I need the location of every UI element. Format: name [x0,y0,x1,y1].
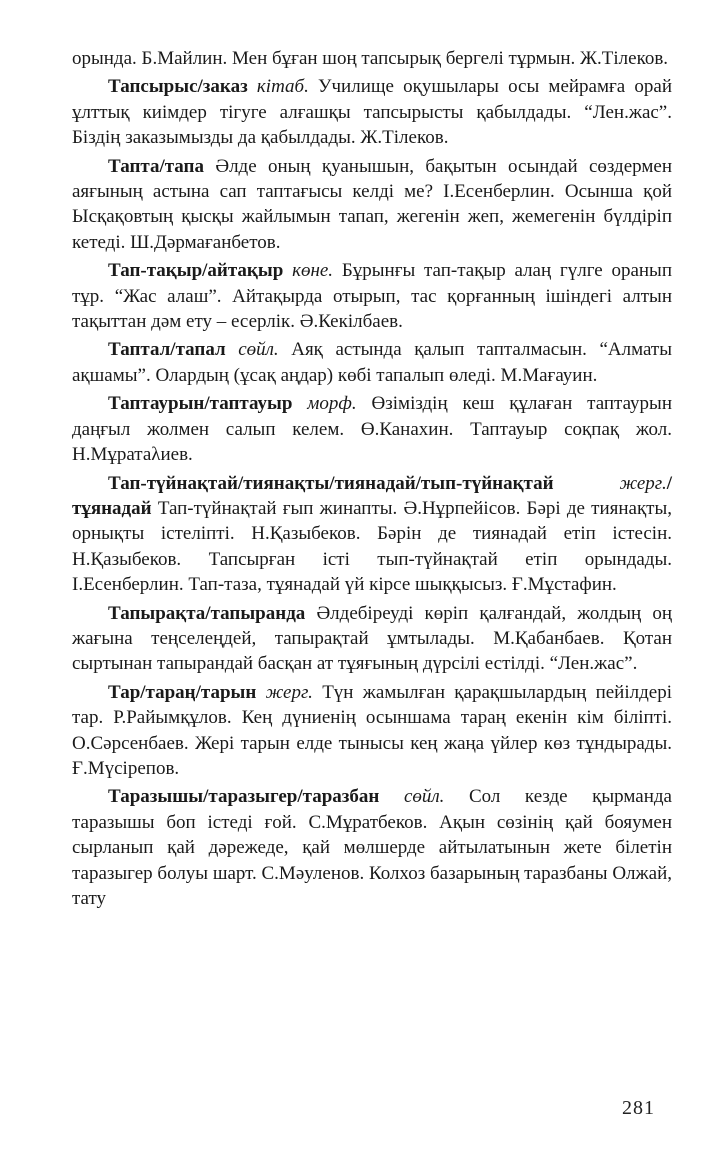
page-number: 281 [622,1097,655,1119]
entry-body: Түн жамылған қарақшылардың пейілдері тар. Р.Райымқұлов. Кең дүниенің осыншама тараң екенін кім біліпті. О.Сәрсенбаев. Жері тарын елде тынысы кең жаңа үйлер көз тұндырады. Ғ.Мүсірепов. [72,681,672,779]
entry-body: Әлде оның қуанышын, бақытын осындай сөздермен аяғының астына сап таптағысы келді ме? І.Есенберлин. Осынша қой Ысқақовтың қысқы жайлымын тапап, жегенін жеп, жемегенін бүлдіріп кетеді. Ш.Дәрмағанбетов. [72,155,672,253]
entry-headword: Тап-тақыр/айтақыр [108,260,284,282]
entry-body: Өзіміздің кеш құлаған таптаурын даңғыл жолмен салып келем. Ө.Канахин. Таптауыр соқпақ жол. Н.Мұратаλиев. [72,393,672,466]
entry-paragraph [72,471,672,598]
entry-headword: Тапта/тапа [108,155,205,177]
entry-paragraph [72,258,672,334]
entry-body: Сол кезде қырманда таразышы боп істеді ғой. С.Мұратбеков. Ақын сөзінің қай бояумен сырланып қай дәрежеде, қай мөлшерде айтылатынын жете білетін таразыгер болуы шарт. С.Мәуленов. Колхоз базарының таразбаны Олжай, тату [72,786,672,909]
entry-headword: Таразышы/таразыгер/таразбан [108,786,380,808]
entry-headword: Тар/тараң/тарын [108,681,257,703]
entry-usage-mark: көне. [292,260,334,282]
entry-paragraph [72,784,672,911]
entry-paragraph [72,74,672,150]
entry-body: Бұрынғы тап-тақыр алаң гүлге оранып тұр. “Жас алаш”. Айтақырда отырып, тас қорғанның ішіндегі алтын тақыттан дәм ету – есерлік. Ә.Кекілбаев. [72,260,672,333]
entry-headword: Тап-түйнақтай/тиянақты/тиянадай/тып-түйнақтай [108,472,554,494]
entry-body: Училище оқушылары осы мейрамға орай ұлттық киімдер тігуге алғашқы тапсырысты қабылдады. “Лен.жас”. Біздің заказымызды да қабылдады. Ж.Тілеков. [72,76,673,149]
dictionary-text [72,46,672,911]
entry-paragraph [72,391,672,467]
entry-usage-mark: сөйл. [238,339,279,361]
entry-paragraph [72,154,672,256]
entry-usage-mark: жерг. [265,681,313,703]
entry-usage-mark: жерг. [619,472,667,494]
entry-headword: Тапсырыс/заказ [108,76,248,98]
entry-usage-mark: морф. [307,393,357,415]
entry-headword-continuation: /тұянадай [72,472,672,519]
entry-headword: Таптал/тапал [108,339,226,361]
entry-headword: Таптаурын/таптауыр [108,393,293,415]
entry-usage-mark: кітаб. [256,76,309,98]
entry-body: Аяқ астында қалып тапталмасын. “Алматы ақшамы”. Олардың (ұсақ аңдар) көбі тапалып өледі. М.Мағауин. [72,339,673,386]
entry-body: Тап-түйнақтай ғып жинапты. Ә.Нұрпейісов. Бәрі де тиянақты, орнықты істеліпті. Н.Қазыбеков. Бәрін де тиянадай етіп істесін. Н.Қазыбеков. Тапсырған істі тып-түйнақтай етіп орындады. І.Есенберлин. Тап-таза, тұянадай үй кірсе шыққысыз. Ғ.Мұстафин. [72,497,672,596]
entry-paragraph [72,337,672,388]
entry-headword: Тапырақта/тапыранда [108,602,306,624]
entry-paragraph [72,680,672,782]
entry-usage-mark: сөйл. [403,786,445,808]
entry-paragraph [72,601,672,677]
entry-body: Әлдебіреуді көріп қалғандай, жолдың оң жағына теңселеңдей, тапырақтай ұмтылады. М.Қабанбаев. Қотан сыртынан тапырандай басқан ат тұяғының дүрсілі естілді. “Лен.жас”. [72,602,673,675]
intro-paragraph: орында. Б.Майлин. Мен бұған шоң тапсырық бергелі тұрмын. Ж.Тілеков. [72,48,669,69]
